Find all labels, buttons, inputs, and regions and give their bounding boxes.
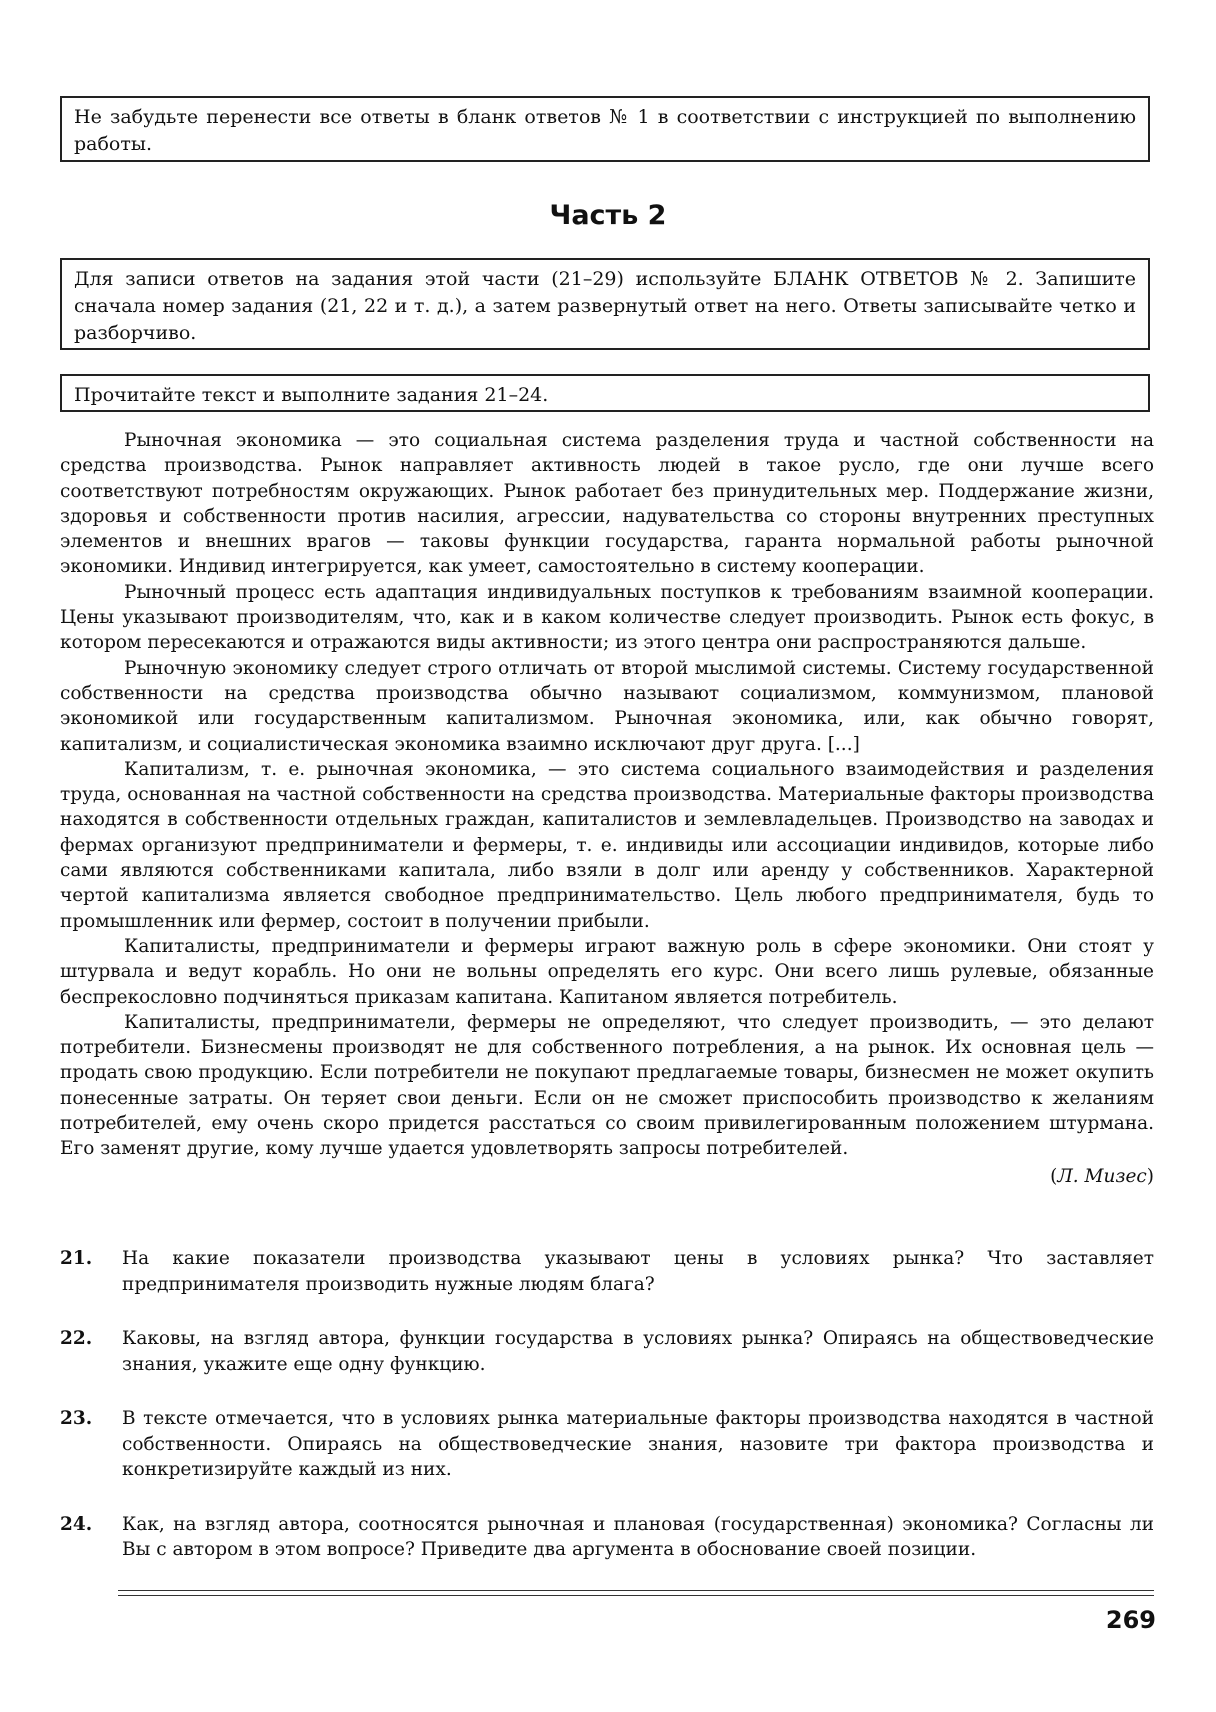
question-number: 24.: [60, 1513, 93, 1535]
question-24: [60, 1512, 1154, 1563]
read-prompt-text: Прочитайте текст и выполните задания 21–24.: [74, 384, 549, 406]
question-text: Как, на взгляд автора, соотносятся рыночная и плановая (государственная) экономика? Согласны ли Вы с автором в этом вопросе? Приведите два аргумента в обоснование своей позиции.: [122, 1513, 1154, 1560]
question-number: 23.: [60, 1408, 93, 1429]
text-author: (Л. Мизес): [1050, 1165, 1154, 1187]
questions-list: [60, 1246, 1154, 1592]
author-name: Л. Мизес: [1057, 1165, 1147, 1187]
question-number: 22.: [60, 1328, 93, 1349]
question-22: [60, 1326, 1154, 1377]
footer-rule: [118, 1595, 1154, 1596]
instruction-text: Для записи ответов на задания этой части (21–29) используйте БЛАНК ОТВЕТОВ № 2. Запишите сначала номер задания (21, 22 и т. д.), а затем развернутый ответ на него. Ответы записывайте четко и разборчиво.: [74, 268, 1136, 344]
source-text: [60, 428, 1154, 1189]
instruction-box: [60, 258, 1150, 350]
text-paragraph: Рыночная экономика — это социальная система разделения труда и частной собственности на средства производства. Рынок направляет активность людей в такое русло, где они лучше всего соответствуют потребностям окружающих. Рынок работает без принудительных мер. Поддержание жизни, здоровья и собственности против насилия, агрессии, надувательства со стороны внутренних преступных элементов и внешних врагов — таковы функции государства, гаранта нормальной работы рыночной экономики. Индивид интегрируется, как умеет, самостоятельно в систему кооперации.: [60, 430, 1154, 578]
part-title: Часть 2: [549, 200, 667, 231]
reminder-box: [60, 96, 1150, 162]
footer-rule: [118, 1590, 1154, 1591]
question-23: [60, 1406, 1154, 1483]
text-paragraph: Рыночный процесс есть адаптация индивидуальных поступков к требованиям взаимной кооперации. Цены указывают производителям, что, как и в каком количестве следует производить. Рынок есть фокус, в котором пересекаются и отражаются виды активности; из этого центра они распространяются дальше.: [60, 581, 1154, 654]
text-paragraph: Капиталисты, предприниматели и фермеры играют важную роль в сфере экономики. Они стоят у штурвала и ведут корабль. Но они не вольны определять его курс. Они всего лишь рулевые, обязанные беспрекословно подчиняться приказам капитана. Капитаном является потребитель.: [60, 935, 1154, 1008]
reminder-text: Не забудьте перенести все ответы в бланк ответов № 1 в соответствии с инструкцией по выполнению работы.: [74, 106, 1136, 155]
text-paragraph: Капитализм, т. е. рыночная экономика, — это система социального взаимодействия и разделения труда, основанная на частной собственности на средства производства. Материальные факторы производства находятся в собственности отдельных граждан, капиталистов и землевладельцев. Производство на заводах и фермах организуют предприниматели и фермеры, т. е. индивиды или ассоциации индивидов, которые либо сами являются собственниками капитала, либо взяли в долг или аренду у собственников. Характерной чертой капитализма является свободное предпринимательство. Цель любого предпринимателя, будь то промышленник или фермер, состоит в получении прибыли.: [60, 758, 1154, 932]
question-text: Каковы, на взгляд автора, функции государства в условиях рынка? Опираясь на обществоведческие знания, укажите еще одну функцию.: [122, 1328, 1154, 1375]
question-text: На какие показатели производства указывают цены в условиях рынка? Что заставляет предпринимателя производить нужные людям блага?: [122, 1248, 1154, 1295]
read-prompt-box: [60, 374, 1150, 412]
text-paragraph: Капиталисты, предприниматели, фермеры не определяют, что следует производить, — это делают потребители. Бизнесмены производят не для собственного потребления, а на рынок. Их основная цель — продать свою продукцию. Если потребители не покупают предлагаемые товары, бизнесмен не может окупить понесенные затраты. Он теряет свои деньги. Если он не сможет приспособить производство к желаниям потребителей, ему очень скоро придется расстаться со своим привилегированным положением штурмана. Его заменят другие, кому лучше удается удовлетворять запросы потребителей.: [60, 1011, 1154, 1160]
question-number: 21.: [60, 1248, 93, 1269]
text-paragraph: Рыночную экономику следует строго отличать от второй мыслимой системы. Систему государственной собственности на средства производства обычно называют социализмом, коммунизмом, плановой экономикой или государственным капитализмом. Рыночная экономика, или, как обычно говорят, капитализм, и социалистическая экономика взаимно исключают друг друга. [...]: [60, 657, 1154, 755]
question-text: В тексте отмечается, что в условиях рынка материальные факторы производства находятся в частной собственности. Опираясь на обществоведческие знания, назовите три фактора производства и конкретизируйте каждый из них.: [122, 1408, 1154, 1480]
page-number: 269: [1105, 1606, 1156, 1634]
question-21: [60, 1246, 1154, 1297]
